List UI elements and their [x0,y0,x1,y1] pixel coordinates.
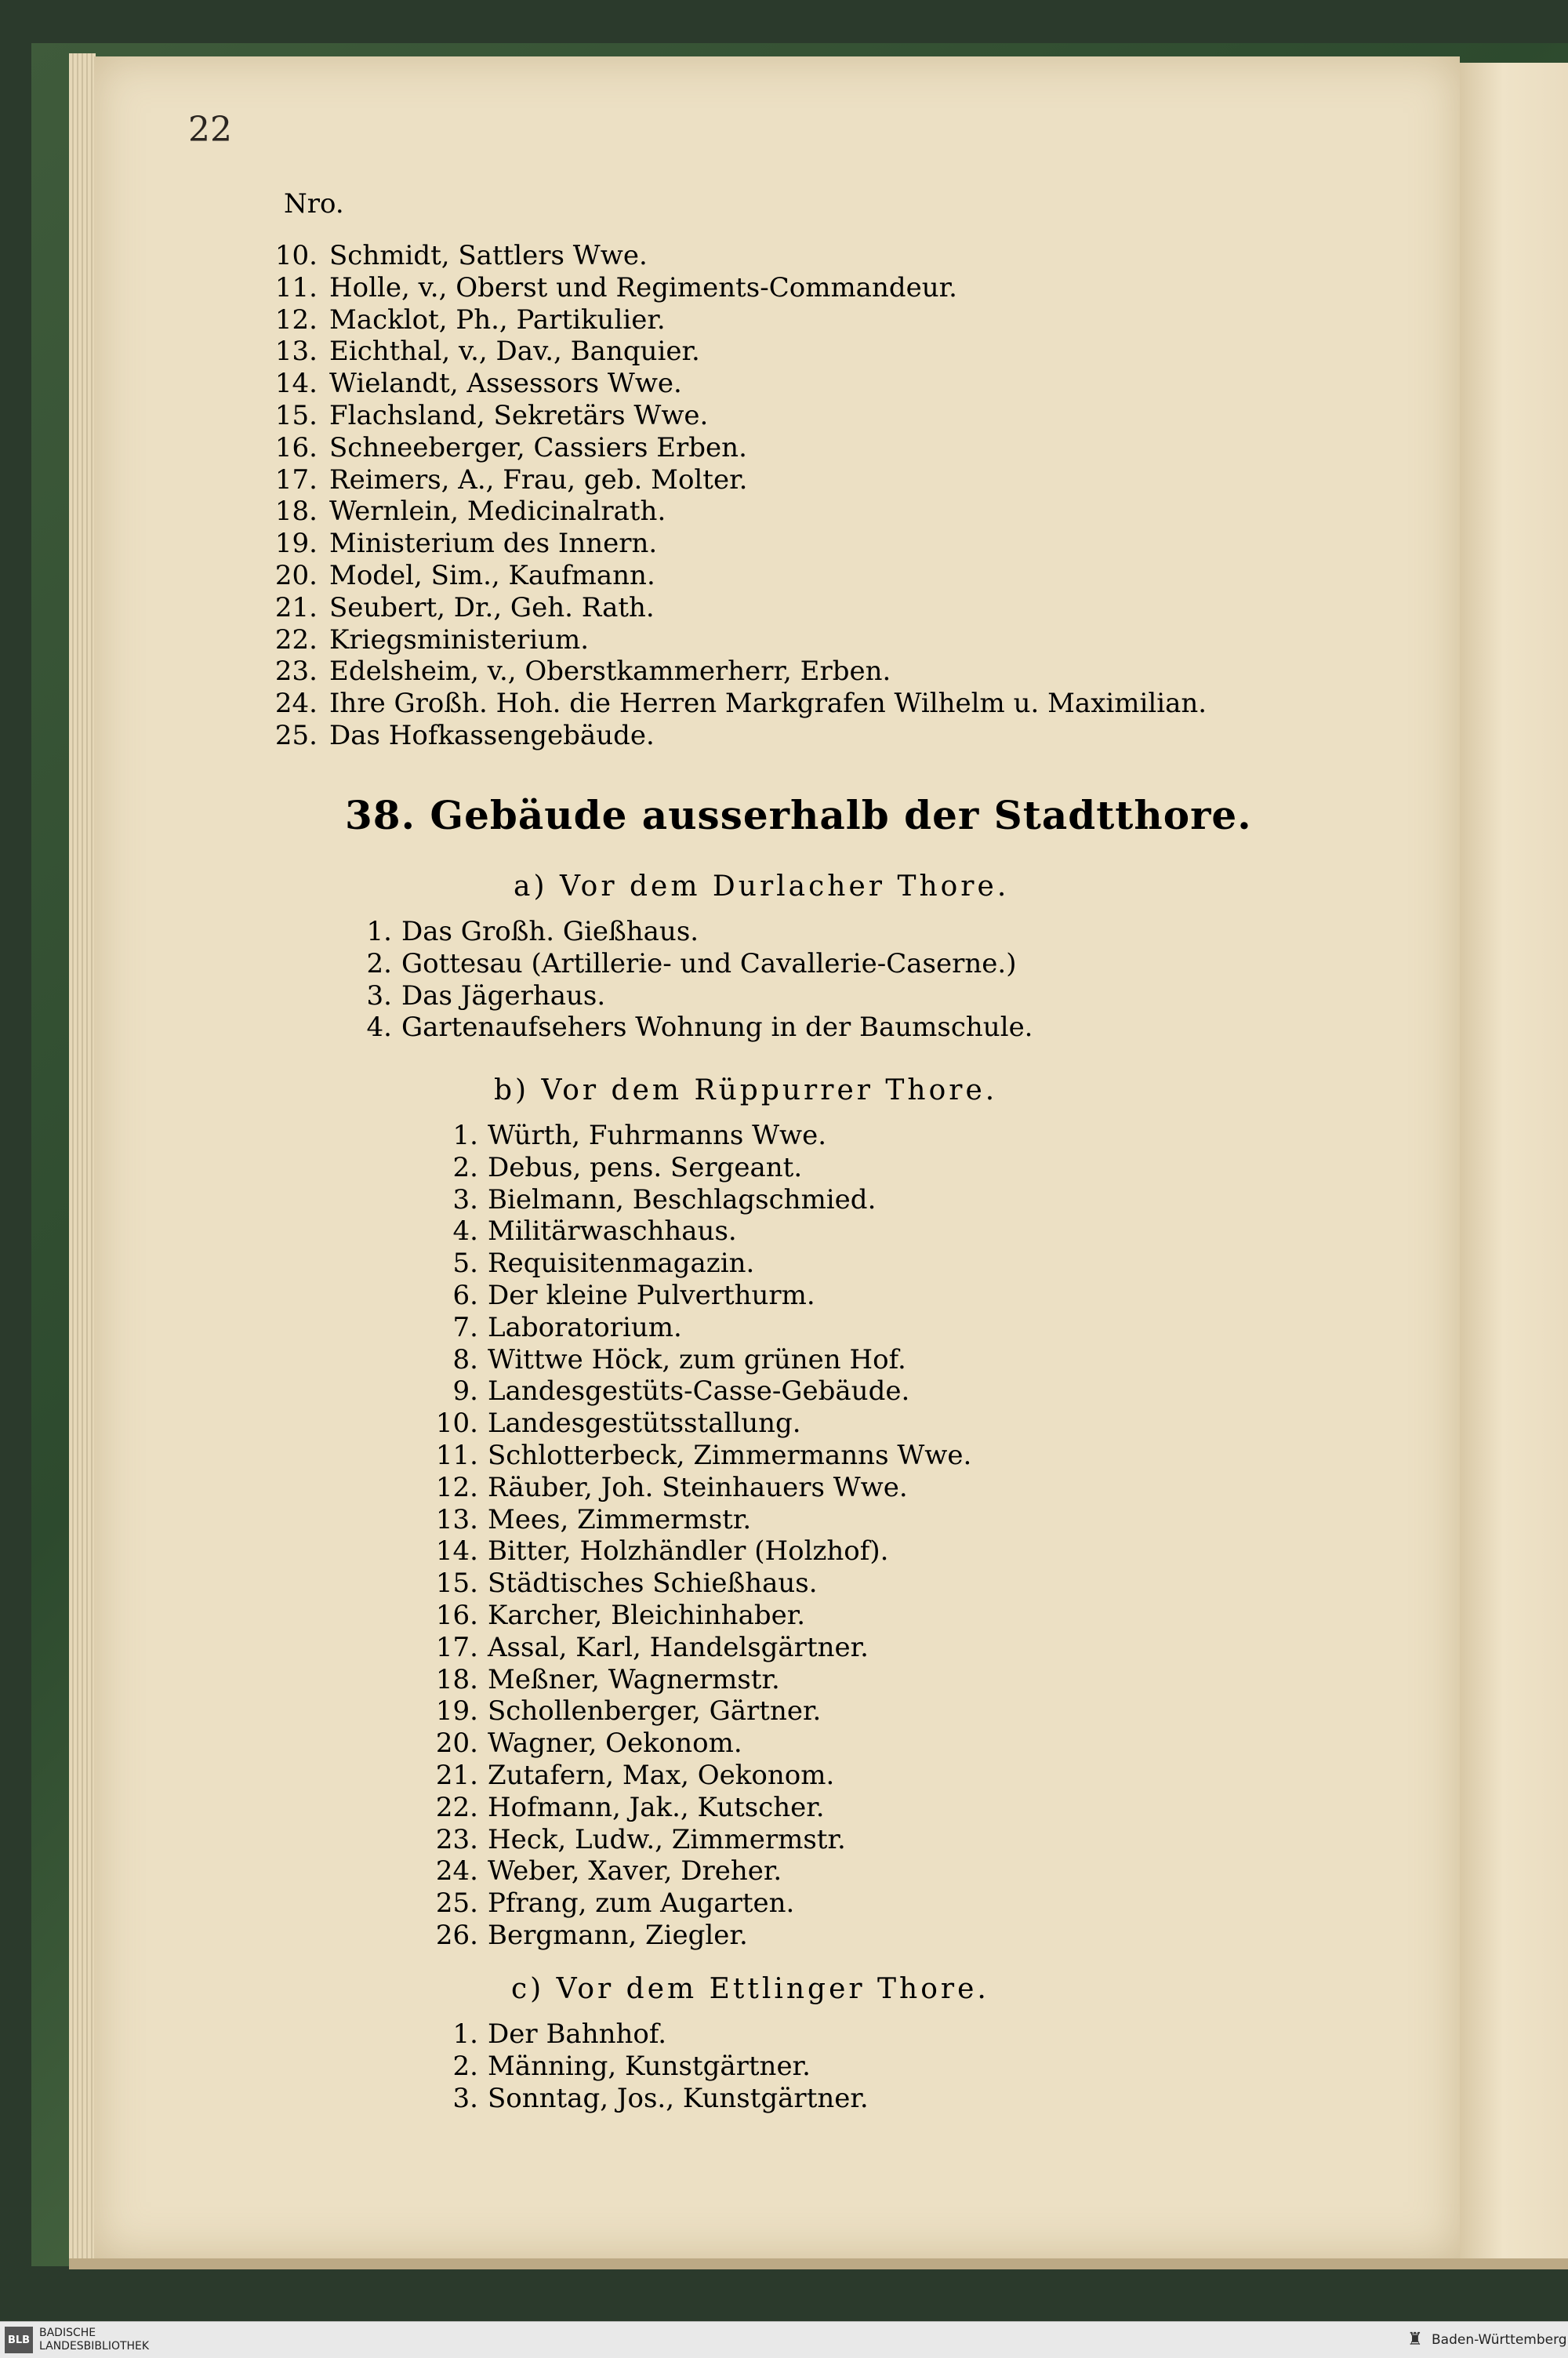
entry-text: Schmidt, Sattlers Wwe. [329,240,648,271]
item-number: 2. [452,2050,478,2082]
list-item [274,496,666,528]
column-header: Nro. [284,188,344,220]
entry-text: Holle, v., Oberst und Regiments-Commandeur. [329,271,957,303]
entry-list [274,240,1207,752]
item-text: Zutafern, Max, Oekonom. [488,1759,835,1791]
item-text: Requisitenmagazin. [488,1248,755,1280]
list-item [274,431,747,464]
item-number: 22. [435,1791,478,1823]
item-text: Männing, Kunstgärtner. [488,2050,811,2082]
entry-number: 25. [274,719,318,751]
entry-number: 24. [274,688,318,720]
page-edges [69,53,96,2261]
list-item [274,591,655,624]
item-text: Städtisches Schießhaus. [488,1568,818,1600]
footer-bar [0,2321,1568,2358]
item-number: 25. [435,1887,478,1920]
entry-text: Ministerium des Innern. [329,528,658,560]
item-number: 3. [452,2082,478,2114]
item-text: Bielmann, Beschlagschmied. [488,1183,877,1215]
list-item [274,688,1207,720]
entry-number: 16. [274,431,318,463]
item-text: Wittwe Höck, zum grünen Hof. [488,1343,906,1375]
item-number: 24. [435,1855,478,1887]
list-item [431,1279,815,1312]
item-number: 6. [452,1279,478,1311]
list-item [431,1599,806,1632]
item-number: 1. [452,2018,478,2050]
item-text: Landesgestüts-Casse-Gebäude. [488,1375,910,1408]
entry-number: 12. [274,303,318,336]
item-number: 23. [435,1823,478,1855]
item-number: 15. [435,1568,478,1600]
list-item [274,368,682,400]
list-item [274,399,709,432]
entry-text: Wielandt, Assessors Wwe. [329,368,682,400]
subsection-list-durlacher [345,916,1033,1044]
entry-number: 20. [274,559,318,591]
item-number: 2. [366,947,392,979]
list-item [431,1215,737,1248]
subsection-heading-durlacher: a) Vor dem Durlacher Thore. [514,870,1010,903]
list-item [431,1471,908,1504]
subsection-list-rueppurrer [431,1120,972,1952]
list-item [431,2082,869,2115]
item-number: 10. [435,1408,478,1440]
list-item [431,1887,795,1920]
library-name-line2: LANDESBIBLIOTHEK [39,2340,150,2353]
item-text: Pfrang, zum Augarten. [488,1887,795,1920]
entry-number: 17. [274,463,318,496]
item-text: Bergmann, Ziegler. [488,1919,748,1951]
list-item [431,1759,835,1792]
subsection-list-ettlinger [431,2018,869,2114]
list-item [345,947,1017,980]
section-heading: 38. Gebäude ausserhalb der Stadtthore. [345,792,1252,838]
entry-text: Kriegsministerium. [329,623,590,656]
entry-text: Model, Sim., Kaufmann. [329,559,655,591]
library-name [39,2327,149,2353]
state-name[interactable]: Baden-Württemberg [1432,2332,1567,2348]
list-item [274,559,655,592]
entry-number: 22. [274,623,318,656]
item-text: Der kleine Pulverthurm. [488,1279,815,1311]
item-text: Weber, Xaver, Dreher. [488,1855,782,1887]
list-item [345,1012,1033,1044]
item-text: Militärwaschhaus. [488,1215,737,1248]
entry-text: Schneeberger, Cassiers Erben. [329,431,747,463]
item-number: 8. [452,1343,478,1375]
list-item [345,979,606,1012]
list-item [274,719,655,752]
item-number: 21. [435,1759,478,1791]
entry-text: Seubert, Dr., Geh. Rath. [329,591,655,623]
entry-text: Edelsheim, v., Oberstkammerherr, Erben. [329,656,891,688]
item-number: 4. [452,1215,478,1248]
list-item [274,528,658,560]
entry-text: Wernlein, Medicinalrath. [329,496,666,528]
entry-text: Das Hofkassengebäude. [329,719,655,751]
list-item [274,271,957,304]
entry-number: 19. [274,528,318,560]
item-text: Das Großh. Gießhaus. [401,916,699,947]
entry-number: 14. [274,368,318,400]
item-number: 9. [452,1375,478,1408]
list-item [274,623,590,656]
item-text: Gartenaufsehers Wohnung in der Baumschule. [401,1012,1033,1044]
list-item [431,1791,825,1824]
item-number: 26. [435,1919,478,1951]
list-item [431,2018,667,2051]
list-item [431,1663,780,1696]
entry-number: 13. [274,336,318,368]
list-item [345,916,699,948]
list-item [274,336,700,368]
item-text: Gottesau (Artillerie- und Cavallerie-Caserne.) [401,947,1017,979]
blb-logo[interactable]: BLB [5,2327,33,2353]
item-text: Meßner, Wagnermstr. [488,1663,780,1695]
item-text: Bitter, Holzhändler (Holzhof). [488,1535,889,1568]
item-text: Heck, Ludw., Zimmermstr. [488,1823,846,1855]
item-text: Das Jägerhaus. [401,979,606,1012]
item-number: 18. [435,1663,478,1695]
entry-text: Reimers, A., Frau, geb. Molter. [329,463,748,496]
list-item [431,1343,906,1376]
entry-text: Ihre Großh. Hoh. die Herren Markgrafen Wilhelm u. Maximilian. [329,688,1207,720]
list-item [431,1120,827,1152]
list-item [431,1695,822,1728]
list-item [274,463,748,496]
item-text: Hofmann, Jak., Kutscher. [488,1791,825,1823]
item-text: Karcher, Bleichinhaber. [488,1599,806,1631]
item-text: Räuber, Joh. Steinhauers Wwe. [488,1471,908,1503]
list-item [431,1311,682,1344]
item-number: 13. [435,1503,478,1535]
item-text: Sonntag, Jos., Kunstgärtner. [488,2082,869,2114]
item-text: Schollenberger, Gärtner. [488,1695,822,1728]
list-item [431,1248,755,1280]
subsection-heading-ettlinger: c) Vor dem Ettlinger Thore. [511,1973,989,2005]
list-item [431,1728,742,1760]
item-number: 11. [435,1439,478,1471]
page-number: 22 [188,110,232,150]
list-item [431,1408,801,1440]
entry-text: Macklot, Ph., Partikulier. [329,303,666,336]
item-number: 19. [435,1695,478,1728]
list-item [431,1375,910,1408]
coat-of-arms-icon: ♜ [1407,2330,1423,2349]
item-number: 14. [435,1535,478,1568]
item-number: 20. [435,1728,478,1760]
library-name-line1: BADISCHE [39,2327,96,2339]
facing-page-edge [1460,63,1568,2258]
list-item [431,1823,846,1856]
entry-number: 10. [274,240,318,271]
list-item [431,1183,877,1216]
item-text: Landesgestütsstallung. [488,1408,801,1440]
item-text: Wagner, Oekonom. [488,1728,742,1760]
subsection-heading-rueppurrer: b) Vor dem Rüppurrer Thore. [494,1074,998,1106]
list-item [274,303,666,336]
entry-number: 23. [274,656,318,688]
item-number: 3. [366,979,392,1012]
list-item [431,1503,752,1536]
item-text: Würth, Fuhrmanns Wwe. [488,1120,827,1151]
item-number: 4. [366,1012,392,1044]
list-item [431,1855,782,1887]
entry-text: Eichthal, v., Dav., Banquier. [329,336,700,368]
list-item [431,1151,803,1184]
item-number: 7. [452,1311,478,1343]
list-item [431,1535,889,1568]
item-number: 3. [452,1183,478,1215]
list-item [274,656,891,688]
list-item [431,2050,811,2083]
item-text: Der Bahnhof. [488,2018,667,2050]
item-text: Laboratorium. [488,1311,682,1343]
list-item [274,240,648,272]
item-number: 17. [435,1631,478,1663]
list-item [431,1631,869,1664]
entry-number: 11. [274,271,318,303]
item-number: 1. [452,1120,478,1151]
item-text: Debus, pens. Sergeant. [488,1151,803,1183]
page-bottom-edge [69,2258,1568,2269]
list-item [431,1919,748,1952]
item-text: Assal, Karl, Handelsgärtner. [488,1631,869,1663]
item-text: Mees, Zimmermstr. [488,1503,752,1535]
item-number: 5. [452,1248,478,1280]
list-item [431,1568,818,1600]
entry-number: 18. [274,496,318,528]
item-number: 1. [366,916,392,947]
entry-text: Flachsland, Sekretärs Wwe. [329,399,709,431]
entry-number: 21. [274,591,318,623]
item-number: 12. [435,1471,478,1503]
entry-number: 15. [274,399,318,431]
item-number: 2. [452,1151,478,1183]
item-number: 16. [435,1599,478,1631]
item-text: Schlotterbeck, Zimmermanns Wwe. [488,1439,972,1471]
list-item [431,1439,972,1472]
